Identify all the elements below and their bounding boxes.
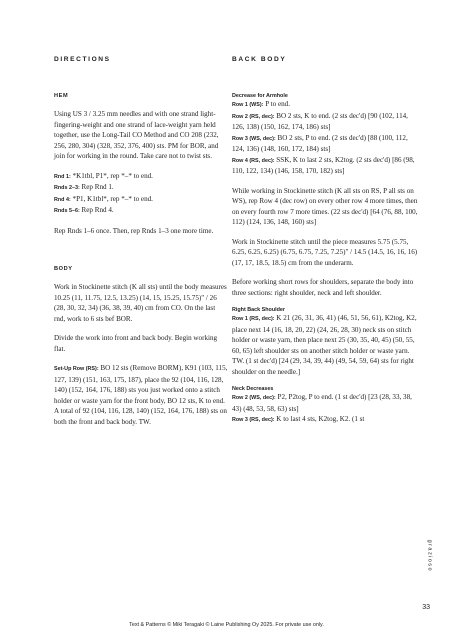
hem-repeat-paragraph: Rep Rnds 1–6 once. Then, rep Rnds 1–3 one more time. xyxy=(54,226,214,235)
heading-right-back-shoulder: Right Back Shoulder xyxy=(232,307,286,313)
copyright-footer: Text & Patterns © Miki Teragaki © Laine Publishing Oy 2025. For private use only. xyxy=(129,622,324,628)
rnd-instruction: Rnd 4: *P1, K1tbl*, rep *–* to end. xyxy=(54,194,153,203)
pattern-name-vertical: grazioso xyxy=(426,539,432,572)
row-label: Row 1 (RS, dec): xyxy=(232,316,275,322)
row-label: Row 1 (WS): xyxy=(232,102,264,108)
setup-row-instruction: Set-Up Row (RS): BO 12 sts (Remove BORM), K91 (103, 115, 127, 139) (151, 163, 175, 187), place the 92 (104, 116, 128, 140) (152, 164, 176, 188) sts you just worked onto a stitch holder or waste yarn for the front body, BO 12 sts, K to end. A total of 92 (104, 116, 128, 140) (152, 164, 176, 188) sts on both the front and back body. TW. xyxy=(54,364,228,426)
body-paragraph: Work in Stockinette stitch (K all sts) until the body measures 10.25 (11, 11.75, 12.5, 13.25) (14, 15, 15.25, 15.75)" / 26 (28, 30, 32, 34) (36, 38, 39, 40) cm from CO. On the last rnd, work to 6 sts bef BOR. xyxy=(54,283,227,323)
section-title-directions: DIRECTIONS xyxy=(54,56,111,63)
row-instruction: Row 2 (RS, dec): BO 2 sts, K to end. (2 sts dec'd) [90 (102, 114, 126, 138) (150, 162, 174, 186) sts] xyxy=(232,111,408,131)
row-label: Row 3 (RS, dec): xyxy=(232,417,275,423)
rnd-label: Rnd 4: xyxy=(54,196,71,203)
heading-hem: HEM xyxy=(54,93,69,99)
hem-paragraph: Using US 3 / 3.25 mm needles and with one strand light-fingering-weight and one strand of lace-weight yarn held together, use the Long-Tail CO Method and CO 208 (232, 256, 280, 304) (328, 352, 376, 400) sts. PM for BOR, and join for working in the round. Take care not to twist sts. xyxy=(54,110,219,160)
row-label: Row 2 (RS, dec): xyxy=(232,113,275,120)
row-instruction: Row 3 (RS, dec): K to last 4 sts, K2tog, K2. (1 st xyxy=(232,415,365,423)
rnd-label: Rnds 5–6: xyxy=(54,208,80,214)
rnd-label: Rnds 2–3: xyxy=(54,185,80,191)
page-number: 33 xyxy=(422,604,430,611)
rnd-instruction: Rnd 1: *K1tbl, P1*, rep *–* to end. xyxy=(54,171,153,180)
section-title-back-body: BACK BODY xyxy=(232,56,287,63)
row-label: Row 3 (WS, dec): xyxy=(232,135,276,142)
row-instruction: Row 2 (WS, dec): P2, P2tog, P to end. (1 st dec'd) [23 (28, 33, 38, 43) (48, 53, 58, 63) sts] xyxy=(232,393,412,413)
row-instruction: Row 4 (RS, dec): SSK, K to last 2 sts, K2tog. (2 sts dec'd) [86 (98, 110, 122, 134) (146, 158, 170, 182) sts] xyxy=(232,155,415,175)
row-label: Row 4 (RS, dec): xyxy=(232,157,275,164)
stockinette-decrease-paragraph: While working in Stockinette stitch (K all sts on RS, P all sts on WS), rep Row 4 (dec row) on every other row 4 more times, then on every fourth row 7 more times. (22 sts dec'd) [64 (76, 88, 100, 112) (124, 136, 148, 160) sts] xyxy=(232,186,418,226)
rnd-label: Rnd 1: xyxy=(54,173,71,180)
divide-paragraph: Divide the work into front and back body. Begin working flat. xyxy=(54,334,218,353)
row-instruction: Row 1 (WS): P to end. xyxy=(232,100,290,108)
row-label: Row 2 (WS, dec): xyxy=(232,395,276,401)
row-instruction: Row 1 (RS, dec): K 21 (26, 31, 36, 41) (46, 51, 56, 61), K2tog, K2, place next 14 (16, 18, 20, 22) (24, 26, 28, 30) neck sts on stitch holder or waste yarn, then place next 25 (30, 35, 40, 45) (50, 55, 60, 65) left shoulder sts on another stitch holder or waste yarn. TW. (1 st dec'd) [24 (29, 34, 39, 44) (49, 54, 59, 64) sts for right shoulder on the needle.] xyxy=(232,314,417,376)
rnd-instruction: Rnds 5–6: Rep Rnd 4. xyxy=(54,206,114,214)
measure-paragraph: Work in Stockinette stitch until the piece measures 5.75 (5.75, 6.25, 6.25, 6.25) (6.75, 6.75, 7.25, 7.25)" / 14.5 (14.5, 16, 16, 16) (17, 17, 18.5, 18.5) cm from the underarm. xyxy=(232,237,418,267)
row-instruction: Row 3 (WS, dec): BO 2 sts, P to end. (2 sts dec'd) [88 (100, 112, 124, 136) (148, 160, 172, 184) sts] xyxy=(232,133,408,153)
heading-neck-decreases: Neck Decreases xyxy=(232,386,274,392)
heading-body: BODY xyxy=(54,266,73,272)
rnd-instruction: Rnds 2–3: Rep Rnd 1. xyxy=(54,183,114,191)
left-column xyxy=(54,56,228,427)
setup-row-label: Set-Up Row (RS): xyxy=(54,366,99,372)
heading-decrease-armhole: Decrease for Armhole xyxy=(232,93,288,99)
right-column xyxy=(232,56,418,426)
separate-paragraph: Before working short rows for shoulders, separate the body into three sections: right shoulder, neck and left shoulder. xyxy=(232,278,414,297)
